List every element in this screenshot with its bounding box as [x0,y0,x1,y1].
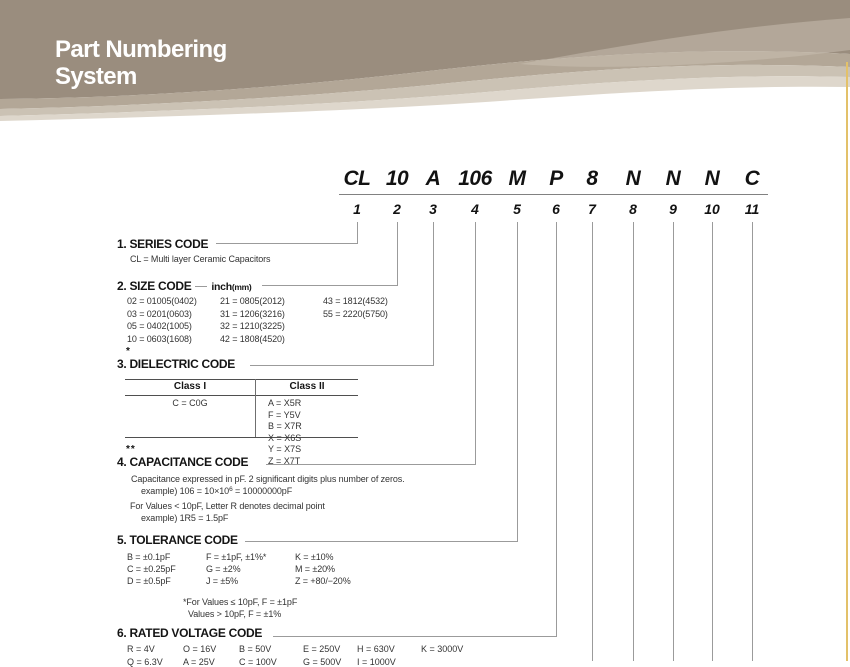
part-number-position-1: 1 [353,201,361,217]
voltage-code-entry: O = 16V [183,644,217,654]
part-number-position-11: 11 [744,201,760,217]
part-number-code-4: 106 [458,167,492,190]
part-number-code-10: N [704,167,720,190]
connector-vertical-2 [397,222,398,285]
connector-vertical-6 [556,222,557,636]
size-code-entry: 10 = 0603(1608) [127,333,192,344]
tolerance-column-2 [206,551,266,587]
dielectric-class2-row [268,444,358,467]
part-number-position-4: 4 [471,201,479,217]
table-border-top [125,379,358,380]
capacitance-line1: Capacitance expressed in pF. 2 significant digits plus number of zeros. [131,474,405,484]
connector-vertical-11 [752,222,753,661]
page-title [55,36,227,90]
connector-vertical-10 [712,222,713,661]
size-code-entry: 43 = 1812(4532) [323,296,388,306]
size-code-entry: 55 = 2220(5750) [323,308,388,319]
connector-vertical-9 [673,222,674,661]
size-code-column-2 [220,295,285,345]
connector-elbow-3 [250,365,434,366]
dielectric-class1-header: Class I [173,381,207,392]
tolerance-code-entry: C = ±0.25pF [127,564,176,574]
part-number-code-2: 10 [385,167,409,190]
part-number-position-6: 6 [552,201,560,217]
size-code-column-1 [127,295,197,345]
dielectric-class2-header: Class II [289,381,325,392]
dielectric-code-entry: A = X5R [268,398,302,408]
page-title-line2: System [55,63,137,90]
capacitance-example1-pre: example) 106 = 10×10 [141,486,230,496]
voltage-code-entry: A = 25V [183,657,215,667]
dielectric-code-entry: Z = X7T [268,455,301,466]
connector-elbow-5 [245,541,518,542]
size-code-column-3 [323,295,388,320]
part-number-position-7: 7 [588,201,596,217]
part-number-code-5: M [508,167,526,190]
section-dielectric-title: 3. DIELECTRIC CODE [117,357,235,371]
dielectric-code-entry: X = X6S [268,432,302,443]
size-unit-dash [195,286,207,287]
part-number-position-8: 8 [629,201,637,217]
size-code-entry: 03 = 0201(0603) [127,308,192,319]
dielectric-code-entry: Y = X7S [268,444,302,454]
connector-vertical-8 [633,222,634,661]
capacitance-example2: example) 1R5 = 1.5pF [141,513,229,523]
capacitance-example1 [141,486,292,496]
dielectric-class1-value: C = C0G [172,398,208,408]
capacitance-example1-post: = 10000000pF [232,486,293,496]
section-capacitance-title: 4. CAPACITANCE CODE [117,455,249,469]
voltage-code-entry: B = 50V [239,644,272,654]
tolerance-code-entry: Z = +80/−20% [295,576,351,586]
tolerance-column-1 [127,551,176,587]
size-code-entry: 32 = 1210(3225) [220,321,285,332]
voltage-code-entry: C = 100V [239,657,277,667]
connector-elbow-6 [273,636,557,637]
part-number-position-3: 3 [429,201,437,217]
connector-elbow-1 [216,243,358,244]
tolerance-footnote-2: Values > 10pF, F = ±1% [188,609,282,619]
size-code-entry: 42 = 1808(4520) [220,333,285,344]
connector-elbow-2 [262,285,398,286]
voltage-code-entry: H = 630V [357,644,395,654]
connector-vertical-4 [475,222,476,464]
section-size-title [117,279,251,293]
connector-vertical-1 [357,222,358,243]
part-number-code-9: N [665,167,681,190]
part-number-position-10: 10 [704,201,720,217]
voltage-code-entry: Q = 6.3V [127,657,163,667]
section-voltage-title: 6. RATED VOLTAGE CODE [117,626,263,640]
voltage-code-entry: I = 1000V [357,657,396,667]
header-banner [0,0,850,122]
part-number-code-11: C [744,167,760,190]
tolerance-column-3 [295,551,351,587]
capacitance-example1-exponent: 6 [229,486,233,493]
table-header-separator [125,395,358,396]
series-description: CL = Multi layer Ceramic Capacitors [130,254,271,264]
part-number-code-8: N [625,167,641,190]
tolerance-code-entry: M = ±20% [295,564,335,574]
capacitance-footnote-marker: ** [126,444,136,455]
tolerance-footnote-1: *For Values ≤ 10pF, F = ±1pF [183,597,298,607]
part-number-code-6: P [549,167,563,190]
section-series-title: 1. SERIES CODE [117,237,209,251]
part-number-code-7: 8 [586,167,598,190]
page-edge-accent-line [846,62,848,661]
size-code-entry: 21 = 0805(2012) [220,296,285,306]
part-number-code-1: CL [343,167,371,190]
section-tolerance-title: 5. TOLERANCE CODE [117,533,238,547]
dielectric-footnote-marker: * [126,346,131,357]
voltage-code-entry: G = 500V [303,657,342,667]
size-unit-inch: inch [211,281,232,293]
dielectric-code-entry: F = Y5V [268,409,301,420]
page-title-line1: Part Numbering [55,36,227,63]
connector-vertical-5 [517,222,518,541]
dielectric-class2-row [268,398,358,421]
part-number-position-5: 5 [513,201,521,217]
capacitance-line2: For Values < 10pF, Letter R denotes decimal point [130,501,325,511]
size-title-text: 2. SIZE CODE [117,279,192,293]
part-number-code-3: A [425,167,441,190]
voltage-code-entry: K = 3000V [421,644,464,654]
part-number-position-9: 9 [669,201,677,217]
tolerance-code-entry: J = ±5% [206,576,239,586]
connector-vertical-3 [433,222,434,365]
part-number-position-2: 2 [393,201,401,217]
dielectric-code-entry: B = X7R [268,421,302,431]
voltage-code-entry: R = 4V [127,644,155,654]
size-unit-mm: (mm) [231,282,252,292]
dielectric-class2-values [268,398,358,467]
tolerance-code-entry: F = ±1pF, ±1%* [206,552,267,562]
size-code-entry: 02 = 01005(0402) [127,296,197,306]
size-code-entry: 31 = 1206(3216) [220,308,285,319]
tolerance-code-entry: G = ±2% [206,564,241,574]
tolerance-code-entry: D = ±0.5pF [127,576,171,586]
size-code-entry: 05 = 0402(1005) [127,321,192,332]
tolerance-code-entry: K = ±10% [295,552,334,562]
tolerance-code-entry: B = ±0.1pF [127,552,171,562]
connector-vertical-7 [592,222,593,661]
dielectric-class2-row [268,421,358,444]
voltage-code-entry: E = 250V [303,644,341,654]
part-number-underline [339,194,768,195]
